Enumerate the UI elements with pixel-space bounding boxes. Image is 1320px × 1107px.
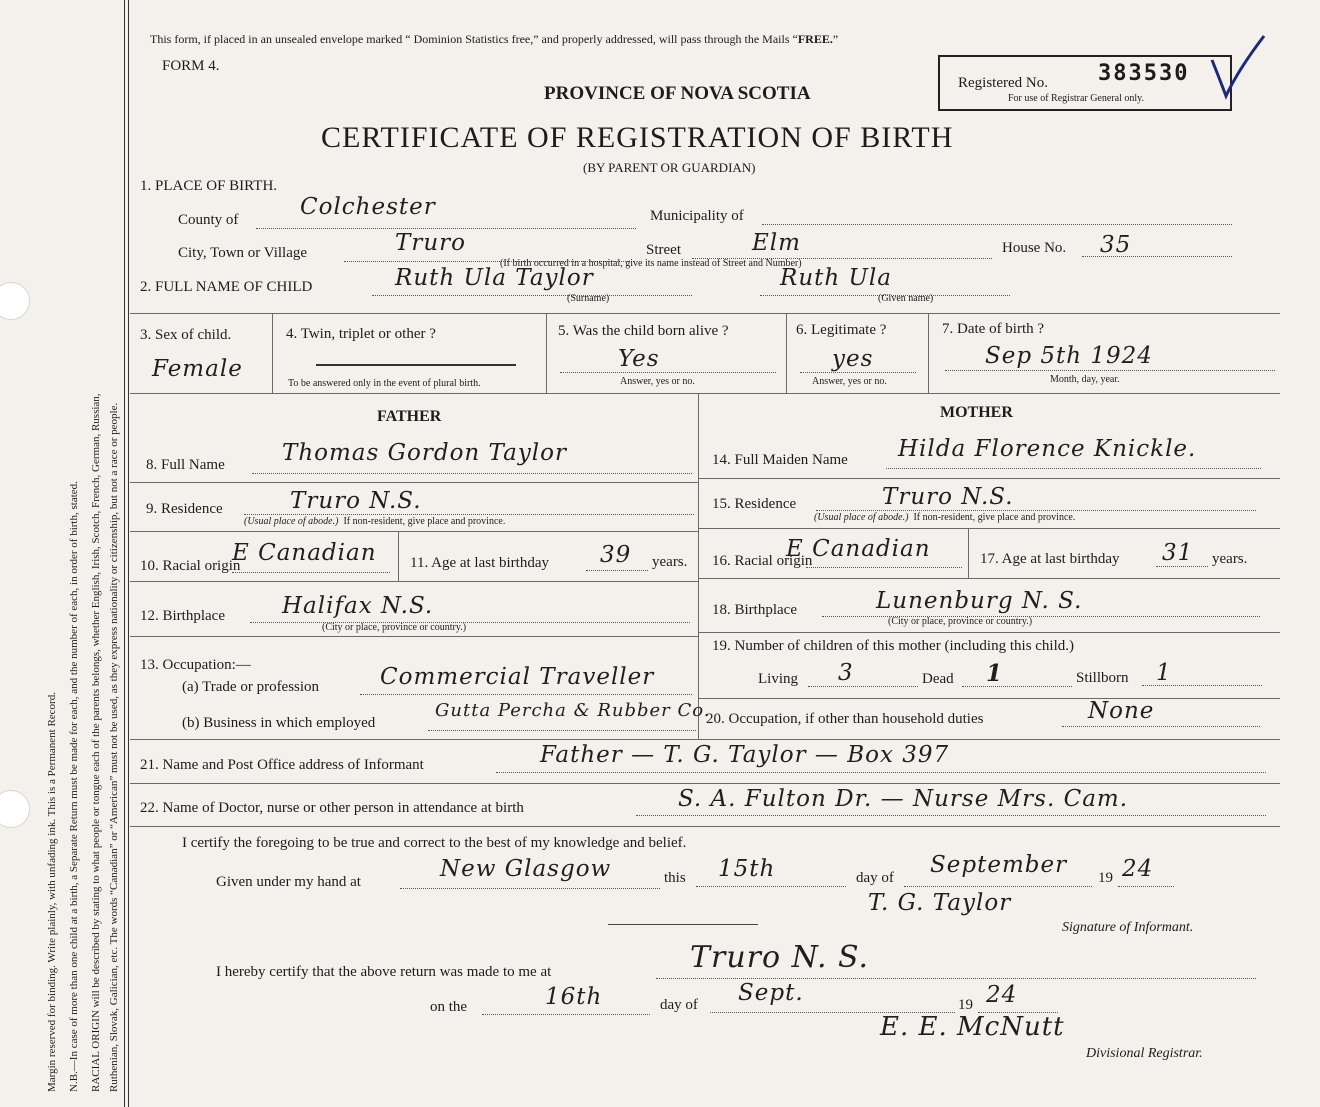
mail-notice: This form, if placed in an unsealed envelope marked “ Dominion Statistics free,” and properly addressed, will pass through the Mails “FREE.” (150, 32, 839, 46)
mother-years-label: years. (1212, 551, 1248, 567)
business-value: Gutta Percha & Rubber Co. (435, 700, 711, 721)
legitimate-value: yes (832, 346, 874, 372)
father-residence-value: Truro N.S. (290, 488, 422, 514)
registration-place-value: Truro N. S. (690, 940, 870, 975)
margin-note-multiple-births: N.B.—In case of more than one child at a birth, a Separate Return must be made for each, and the number of each, in order of birth, stated. (68, 481, 80, 1092)
alive-value: Yes (618, 346, 660, 372)
dob-label: 7. Date of birth ? (942, 321, 1045, 337)
mother-residence-label: 15. Residence (712, 496, 797, 512)
mother-residence-note: (Usual place of abode.) If non-resident, give place and province. (814, 512, 1076, 523)
mother-occupation-value: None (1088, 698, 1155, 724)
legitimate-note: Answer, yes or no. (812, 376, 887, 387)
father-age-label: 11. Age at last birthday (410, 555, 549, 571)
municipality-label: Municipality of (650, 208, 744, 224)
registered-number: 383530 (1098, 61, 1190, 86)
reg-day-of-label: day of (660, 997, 698, 1013)
sex-label: 3. Sex of child. (140, 327, 232, 343)
alive-note: Answer, yes or no. (620, 376, 695, 387)
this-label: this (664, 870, 686, 886)
father-age-value: 39 (600, 542, 632, 568)
trade-value: Commercial Traveller (380, 664, 655, 690)
registration-day-value: 16th (545, 984, 603, 1010)
reg-year-prefix: 19 (958, 997, 973, 1013)
mother-birthplace-note: (City or place, province or country.) (888, 616, 1033, 627)
business-label: (b) Business in which employed (182, 715, 376, 731)
dead-value: 1 (986, 660, 1004, 687)
child-surname-value: Ruth Ula Taylor (395, 265, 594, 291)
trade-label: (a) Trade or profession (182, 679, 320, 695)
children-count-label: 19. Number of children of this mother (including this child.) (712, 638, 1075, 654)
given-at-value: New Glasgow (440, 856, 612, 882)
dob-note: Month, day, year. (1050, 374, 1120, 385)
registrar-label: Divisional Registrar. (1086, 1046, 1203, 1061)
year-prefix: 19 (1098, 870, 1113, 886)
dead-label: Dead (922, 671, 954, 687)
house-value: 35 (1100, 232, 1132, 258)
mother-birthplace-label: 18. Birthplace (712, 602, 797, 618)
mother-name-value: Hilda Florence Knickle. (898, 436, 1197, 462)
registrar-note: For use of Registrar General only. (1008, 93, 1144, 104)
given-at-label: Given under my hand at (216, 874, 361, 890)
sex-value: Female (152, 356, 243, 382)
day-of-label: day of (856, 870, 894, 886)
mother-racial-value: E Canadian (786, 536, 931, 562)
margin-line (124, 0, 125, 1107)
doctor-label: 22. Name of Doctor, nurse or other person in attendance at birth (140, 800, 524, 816)
twin-label: 4. Twin, triplet or other ? (286, 326, 436, 342)
county-label: County of (178, 212, 239, 228)
signature-label: Signature of Informant. (1062, 920, 1194, 935)
dob-value: Sep 5th 1924 (985, 343, 1153, 369)
mother-occupation-label: 20. Occupation, if other than household duties (706, 711, 984, 727)
certify-year-value: 24 (1122, 856, 1154, 882)
city-label: City, Town or Village (178, 245, 308, 261)
informant-value: Father — T. G. Taylor — Box 397 (540, 742, 950, 768)
city-value: Truro (395, 230, 466, 256)
occupation-label: 13. Occupation:— (140, 657, 251, 673)
child-given-value: Ruth Ula (780, 265, 892, 291)
legitimate-label: 6. Legitimate ? (796, 322, 887, 338)
father-years-label: years. (652, 554, 688, 570)
informant-signature: T. G. Taylor (868, 890, 1012, 916)
surname-note: (Surname) (567, 293, 610, 304)
doctor-value: S. A. Fulton Dr. — Nurse Mrs. Cam. (678, 786, 1129, 812)
father-birthplace-label: 12. Birthplace (140, 608, 225, 624)
father-residence-label: 9. Residence (146, 501, 223, 517)
father-birthplace-value: Halifax N.S. (282, 593, 434, 619)
margin-note-racial-origin: RACIAL ORIGIN will be described by stating to what people or tongue each of the parents belongs, whether English, Irish, Scotch, French, German, Russian, (90, 393, 102, 1092)
registered-label: Registered No. (958, 75, 1048, 91)
registrar-statement: I hereby certify that the above return was made to me at (216, 964, 552, 980)
twin-note: To be answered only in the event of plural birth. (288, 378, 481, 389)
page-title: CERTIFICATE OF REGISTRATION OF BIRTH (321, 121, 954, 154)
mother-name-label: 14. Full Maiden Name (712, 452, 848, 468)
county-value: Colchester (300, 194, 436, 220)
alive-label: 5. Was the child born alive ? (558, 323, 729, 339)
father-heading: FATHER (377, 408, 442, 425)
mother-age-label: 17. Age at last birthday (980, 551, 1120, 567)
margin-note-binding: Margin reserved for binding. Write plainly, with unfading ink. This is a Permanent Record. (46, 692, 58, 1092)
stillborn-value: 1 (1156, 660, 1172, 686)
hospital-note: (If birth occurred in a hospital, give its name instead of Street and Number) (500, 258, 802, 269)
margin-line-inner (128, 0, 129, 1107)
registration-box (938, 55, 1232, 111)
certify-month-value: September (930, 852, 1068, 878)
form-number: FORM 4. (162, 58, 220, 74)
mother-birthplace-value: Lunenburg N. S. (876, 588, 1083, 614)
living-value: 3 (838, 660, 854, 686)
province-heading: PROVINCE OF NOVA SCOTIA (544, 83, 811, 104)
given-note: (Given name) (878, 293, 934, 304)
father-residence-note: (Usual place of abode.) If non-resident, give place and province. (244, 516, 506, 527)
registrar-signature: E. E. McNutt (880, 1012, 1065, 1042)
mother-residence-value: Truro N.S. (882, 484, 1014, 510)
certify-statement: I certify the foregoing to be true and correct to the best of my knowledge and belief. (182, 835, 687, 851)
father-name-value: Thomas Gordon Taylor (282, 440, 568, 466)
father-birthplace-note: (City or place, province or country.) (322, 622, 467, 633)
registration-month-value: Sept. (738, 980, 804, 1006)
registration-year-value: 24 (986, 982, 1018, 1008)
mother-age-value: 31 (1162, 540, 1194, 566)
page-subtitle: (BY PARENT OR GUARDIAN) (583, 160, 756, 175)
house-label: House No. (1002, 240, 1067, 256)
street-label: Street (646, 242, 681, 258)
informant-label: 21. Name and Post Office address of Informant (140, 757, 424, 773)
on-the-label: on the (430, 999, 468, 1015)
certify-day-value: 15th (718, 856, 776, 882)
father-racial-value: E Canadian (232, 540, 377, 566)
stillborn-label: Stillborn (1076, 670, 1129, 686)
checkmark-icon (1208, 30, 1268, 110)
margin-notes (0, 0, 118, 1107)
street-value: Elm (752, 230, 801, 256)
living-label: Living (758, 671, 798, 687)
father-racial-label: 10. Racial origin (140, 558, 241, 574)
child-name-label: 2. FULL NAME OF CHILD (140, 279, 313, 295)
margin-note-racial-origin-cont: Ruthenian, Slovak, Galician, etc. The words “Canadian” or “American” must not be used, as they express nationality or citizenship, but not a race or people. (108, 402, 120, 1092)
father-name-label: 8. Full Name (146, 457, 225, 473)
mother-heading: MOTHER (940, 404, 1013, 421)
place-of-birth-label: 1. PLACE OF BIRTH. (140, 178, 278, 194)
mother-racial-label: 16. Racial origin (712, 553, 813, 569)
